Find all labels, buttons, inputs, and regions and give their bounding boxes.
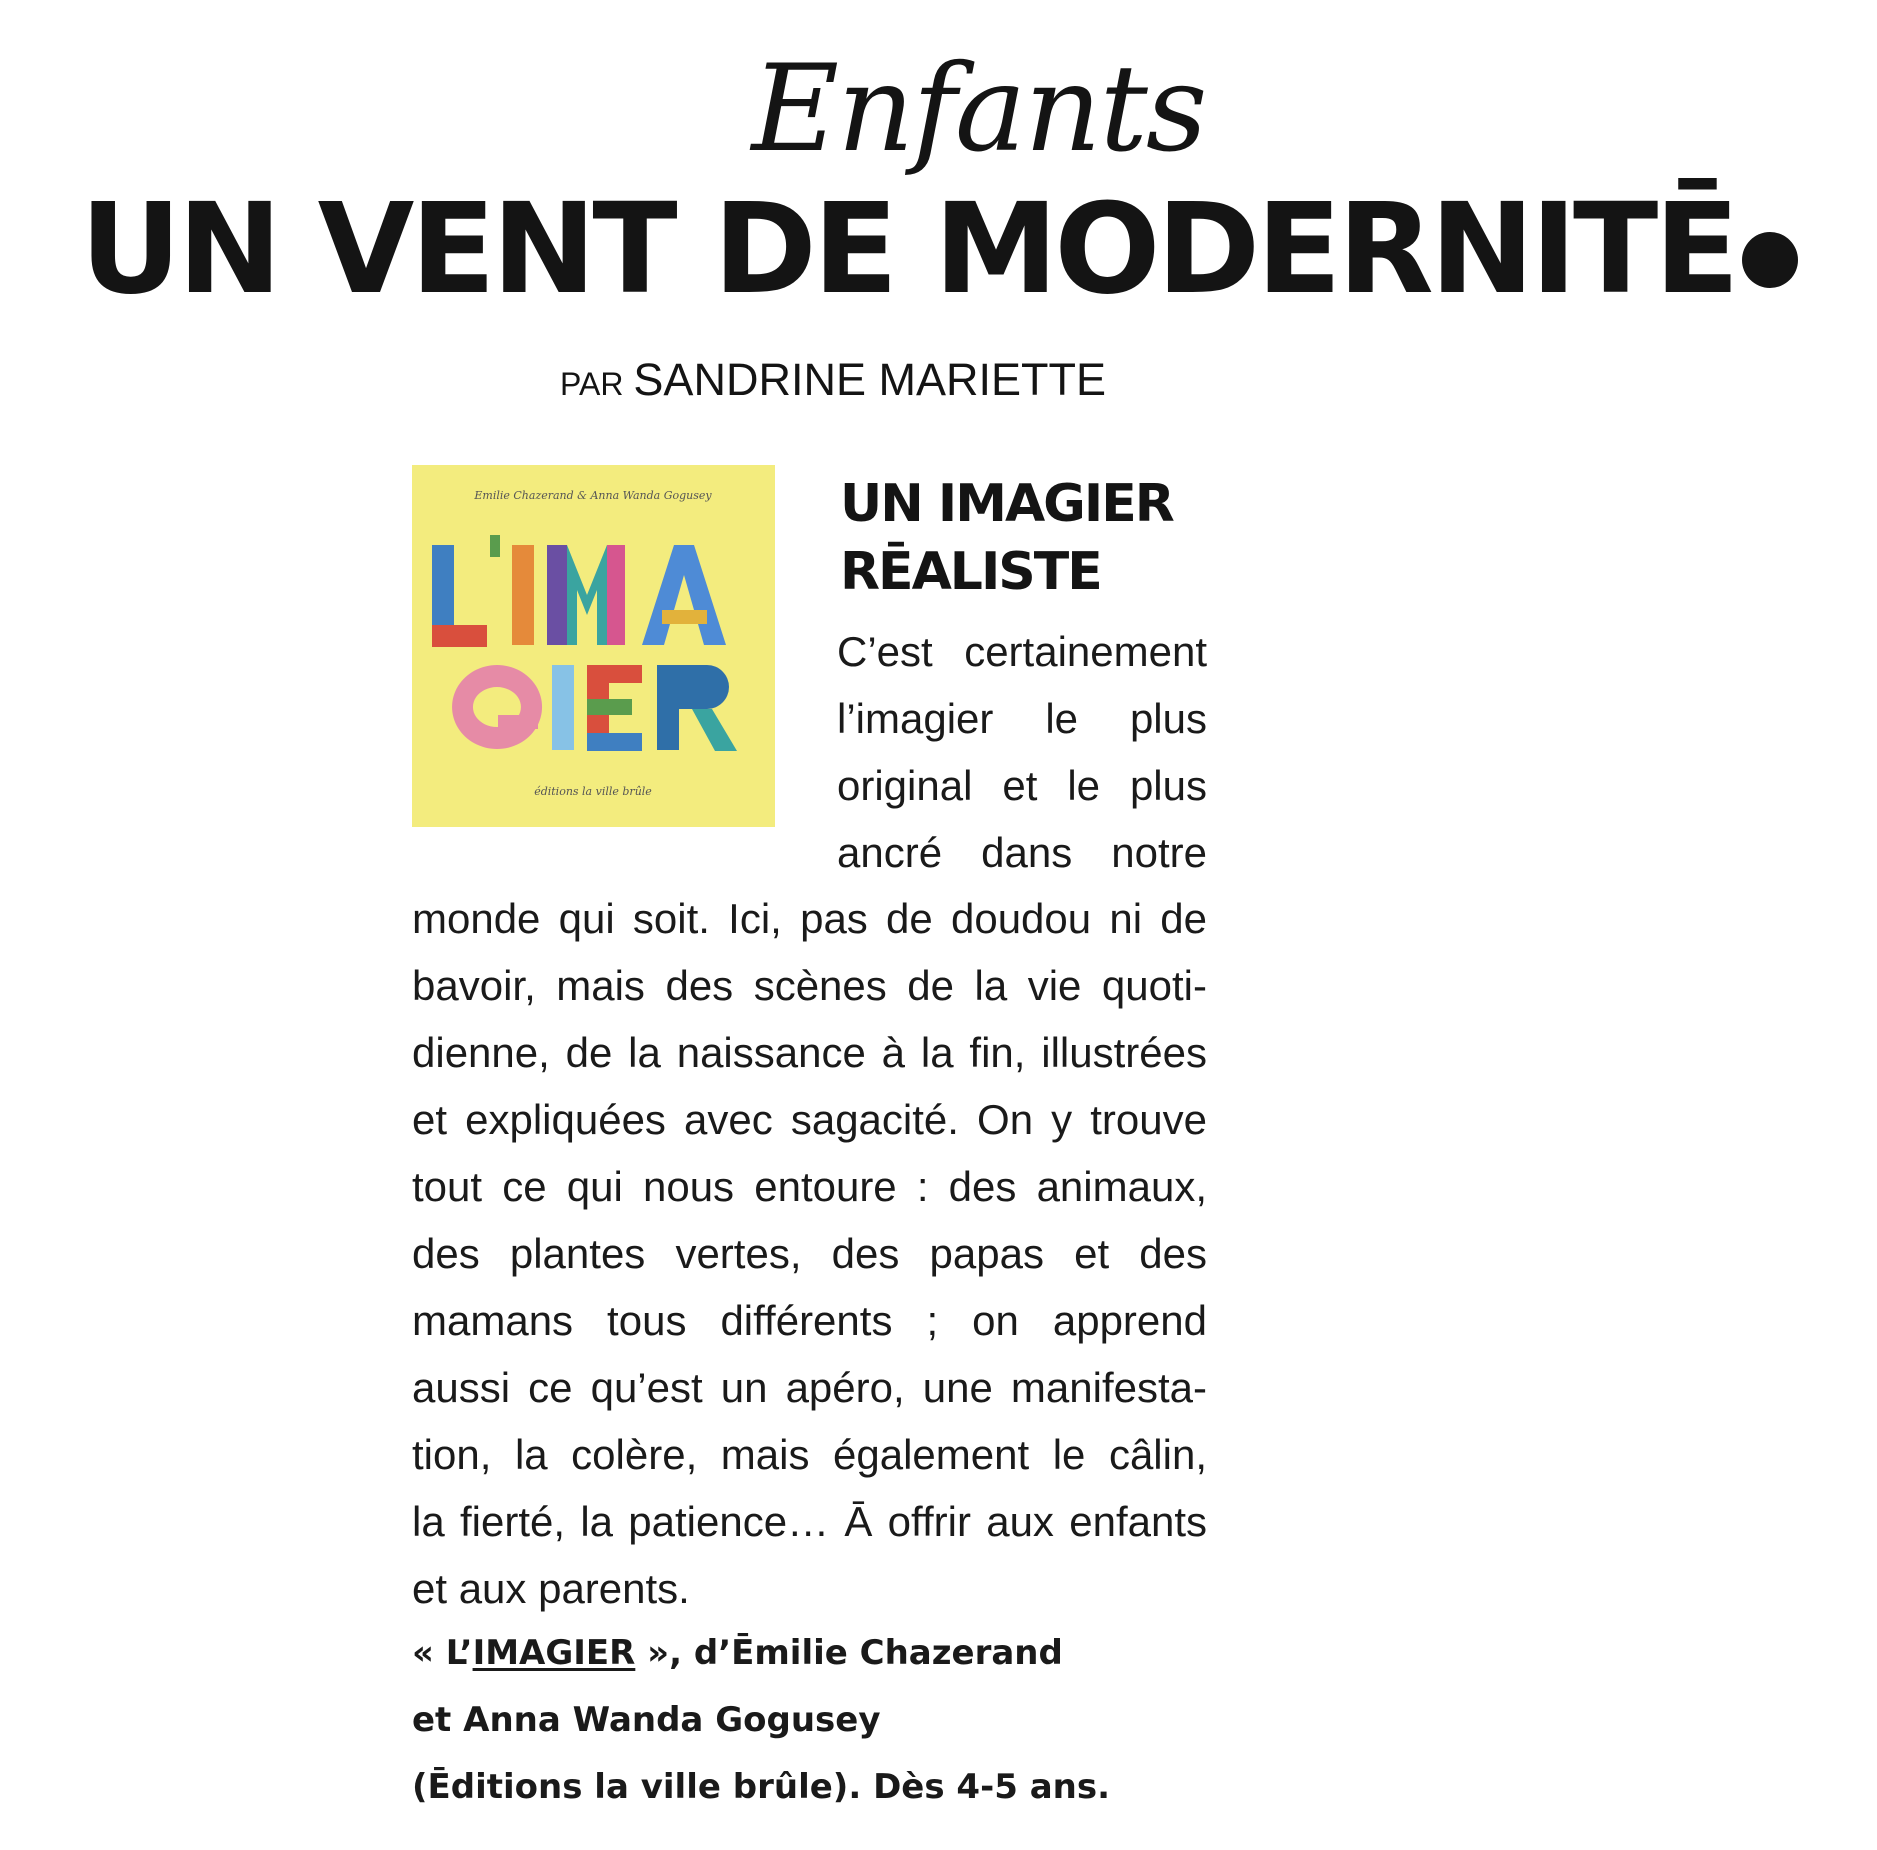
section-title-line: UN IMAGIER (840, 474, 1173, 534)
headline-text: UN VENT DE MODERNITĒ (80, 177, 1736, 322)
book-cover-image (412, 465, 775, 827)
section-title-line: RĒALISTE (840, 542, 1101, 602)
body-line: ancré dans notre (837, 829, 1207, 876)
book-cover-publisher: éditions la ville brûle (534, 785, 652, 798)
body-line: dienne, de la naissance à la fin, illustrées (412, 1029, 1207, 1076)
byline (560, 352, 1106, 412)
body-line: l’imagier le plus (837, 695, 1207, 742)
headline (80, 175, 1820, 325)
section-kicker: Enfants (751, 40, 1206, 179)
headline-dot (1742, 232, 1798, 288)
body-line: la fierté, la patience… Ā offrir aux enfants (412, 1498, 1207, 1545)
credits-line: (Ēditions la ville brûle). Dès 4-5 ans. (412, 1767, 1110, 1807)
credits-book-title: IMAGIER (472, 1633, 636, 1673)
body-line: des plantes vertes, des papas et des (412, 1230, 1207, 1277)
book-cover-authors: Emilie Chazerand & Anna Wanda Gogusey (474, 489, 712, 502)
body-line: bavoir, mais des scènes de la vie quoti- (412, 962, 1207, 1009)
body-line: aussi ce qu’est un apéro, une manifesta- (412, 1364, 1207, 1411)
book-cover-illustration (412, 465, 775, 827)
article-body-right-column (837, 618, 1207, 886)
section-title (840, 470, 1220, 606)
book-credits (412, 1620, 1110, 1821)
credits-open-quote: « L’ (412, 1633, 473, 1673)
byline-prefix: PAR (560, 366, 624, 402)
credits-authors: », d’Ēmilie Chazerand (635, 1633, 1063, 1673)
body-line: monde qui soit. Ici, pas de doudou ni de (412, 895, 1207, 942)
body-line: tion, la colère, mais également le câlin, (412, 1431, 1207, 1478)
article-body-full-width (412, 885, 1207, 1622)
body-line: tout ce qui nous entoure : des animaux, (412, 1163, 1207, 1210)
body-line: et aux parents. (412, 1565, 690, 1612)
body-line: C’est certainement (837, 628, 1207, 675)
byline-author: SANDRINE MARIETTE (633, 354, 1106, 405)
credits-line (412, 1620, 1110, 1687)
body-line: et expliquées avec sagacité. On y trouve (412, 1096, 1207, 1143)
body-line: mamans tous différents ; on apprend (412, 1297, 1207, 1344)
credits-line: et Anna Wanda Gogusey (412, 1700, 881, 1740)
body-line: original et le plus (837, 762, 1207, 809)
